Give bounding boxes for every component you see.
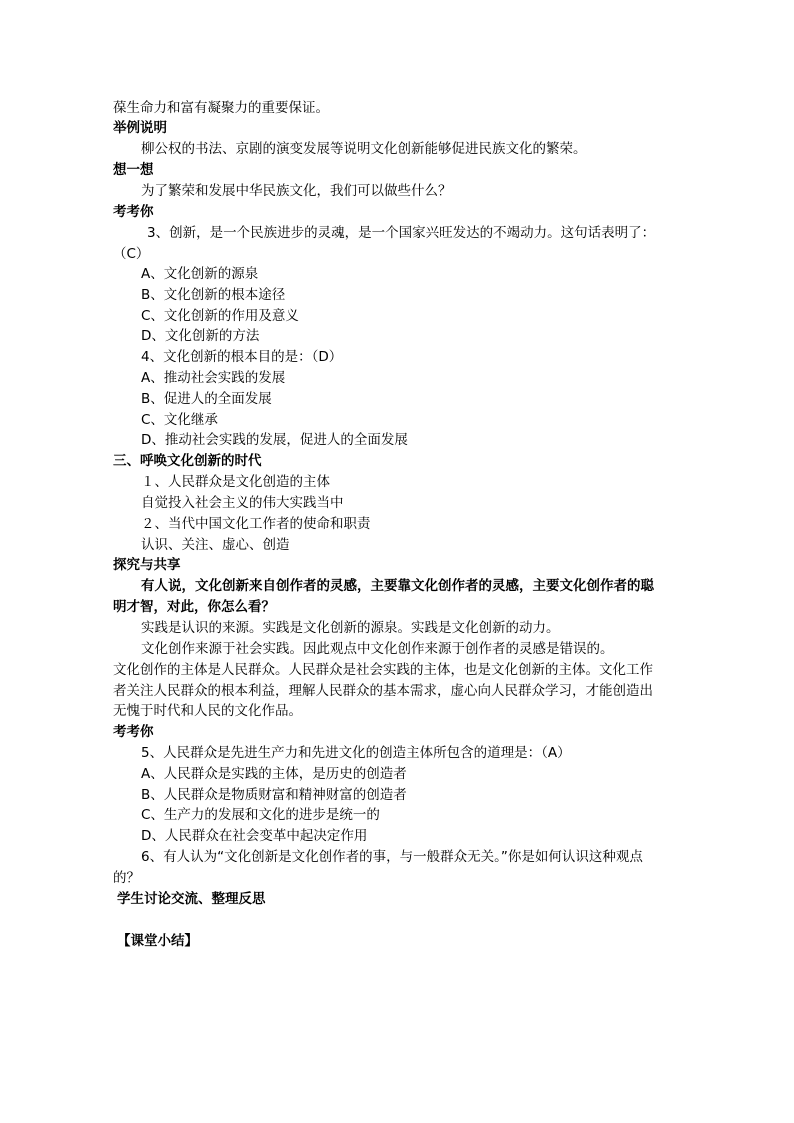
option-a: A、人民群众是实践的主体，是历史的创造者: [141, 766, 407, 782]
text-line: 为了繁荣和发展中华民族文化，我们可以做些什么？: [141, 183, 452, 199]
text-line: 者关注人民群众的根本利益，理解人民群众的基本需求，虚心向人民群众学习，才能创造出: [113, 683, 653, 699]
section-heading: 考考你: [113, 724, 154, 740]
text-line: 的？: [113, 870, 140, 886]
text-line: 实践是认识的来源。实践是文化创新的源泉。实践是文化创新的动力。: [141, 620, 560, 636]
text-line: 葆生命力和富有凝聚力的重要保证。: [113, 100, 329, 116]
text-line: 文化创作的主体是人民群众。人民群众是社会实践的主体，也是文化创新的主体。文化工作: [113, 662, 653, 678]
section-heading: 三、呼唤文化创新的时代: [113, 453, 262, 469]
section-heading: 考考你: [113, 204, 154, 220]
question-text: 6、有人认为“文化创新是文化创作者的事，与一般群众无关。”你是如何认识这种观点: [141, 849, 643, 865]
option-a: A、推动社会实践的发展: [141, 370, 286, 386]
question-answer: （C）: [113, 246, 150, 262]
section-heading: 想一想: [113, 162, 154, 178]
section-heading: 举例说明: [113, 120, 167, 136]
option-c: C、文化创新的作用及意义: [141, 308, 299, 324]
text-line: １、人民群众是文化创造的主体: [141, 474, 330, 490]
activity-heading: 学生讨论交流、整理反思: [117, 891, 266, 907]
option-c: C、生产力的发展和文化的进步是统一的: [141, 807, 380, 823]
question-text: 5、人民群众是先进生产力和先进文化的创造主体所包含的道理是：（A）: [141, 745, 571, 761]
option-d: D、文化创新的方法: [141, 328, 260, 344]
discussion-prompt: 有人说，文化创新来自创作者的灵感，主要靠文化创作者的灵感，主要文化创作者的聪: [141, 578, 654, 594]
option-b: B、文化创新的根本途径: [141, 287, 286, 303]
question-text: 4、文化创新的根本目的是：（D）: [141, 349, 343, 365]
text-line: 文化创作来源于社会实践。因此观点中文化创作来源于创作者的灵感是错误的。: [141, 641, 614, 657]
text-line: 无愧于时代和人民的文化作品。: [113, 703, 302, 719]
text-line: ２、当代中国文化工作者的使命和职责: [141, 516, 371, 532]
section-heading: 探究与共享: [113, 557, 181, 573]
text-line: 自觉投入社会主义的伟大实践当中: [141, 495, 344, 511]
discussion-prompt: 明才智，对此，你怎么看？: [113, 599, 275, 615]
option-c: C、文化继承: [141, 412, 218, 428]
text-line: 柳公权的书法、京剧的演变发展等说明文化创新能够促进民族文化的繁荣。: [141, 141, 587, 157]
option-d: D、推动社会实践的发展，促进人的全面发展: [141, 432, 408, 448]
option-b: B、人民群众是物质财富和精神财富的创造者: [141, 787, 407, 803]
option-a: A、文化创新的源泉: [141, 266, 259, 282]
option-b: B、促进人的全面发展: [141, 391, 272, 407]
text-line: 认识、关注、虚心、创造: [141, 537, 290, 553]
summary-heading: 【课堂小结】: [117, 933, 198, 949]
question-text: 3、创新，是一个民族进步的灵魂，是一个国家兴旺发达的不竭动力。这句话表明了：: [147, 225, 656, 241]
option-d: D、人民群众在社会变革中起决定作用: [141, 828, 368, 844]
